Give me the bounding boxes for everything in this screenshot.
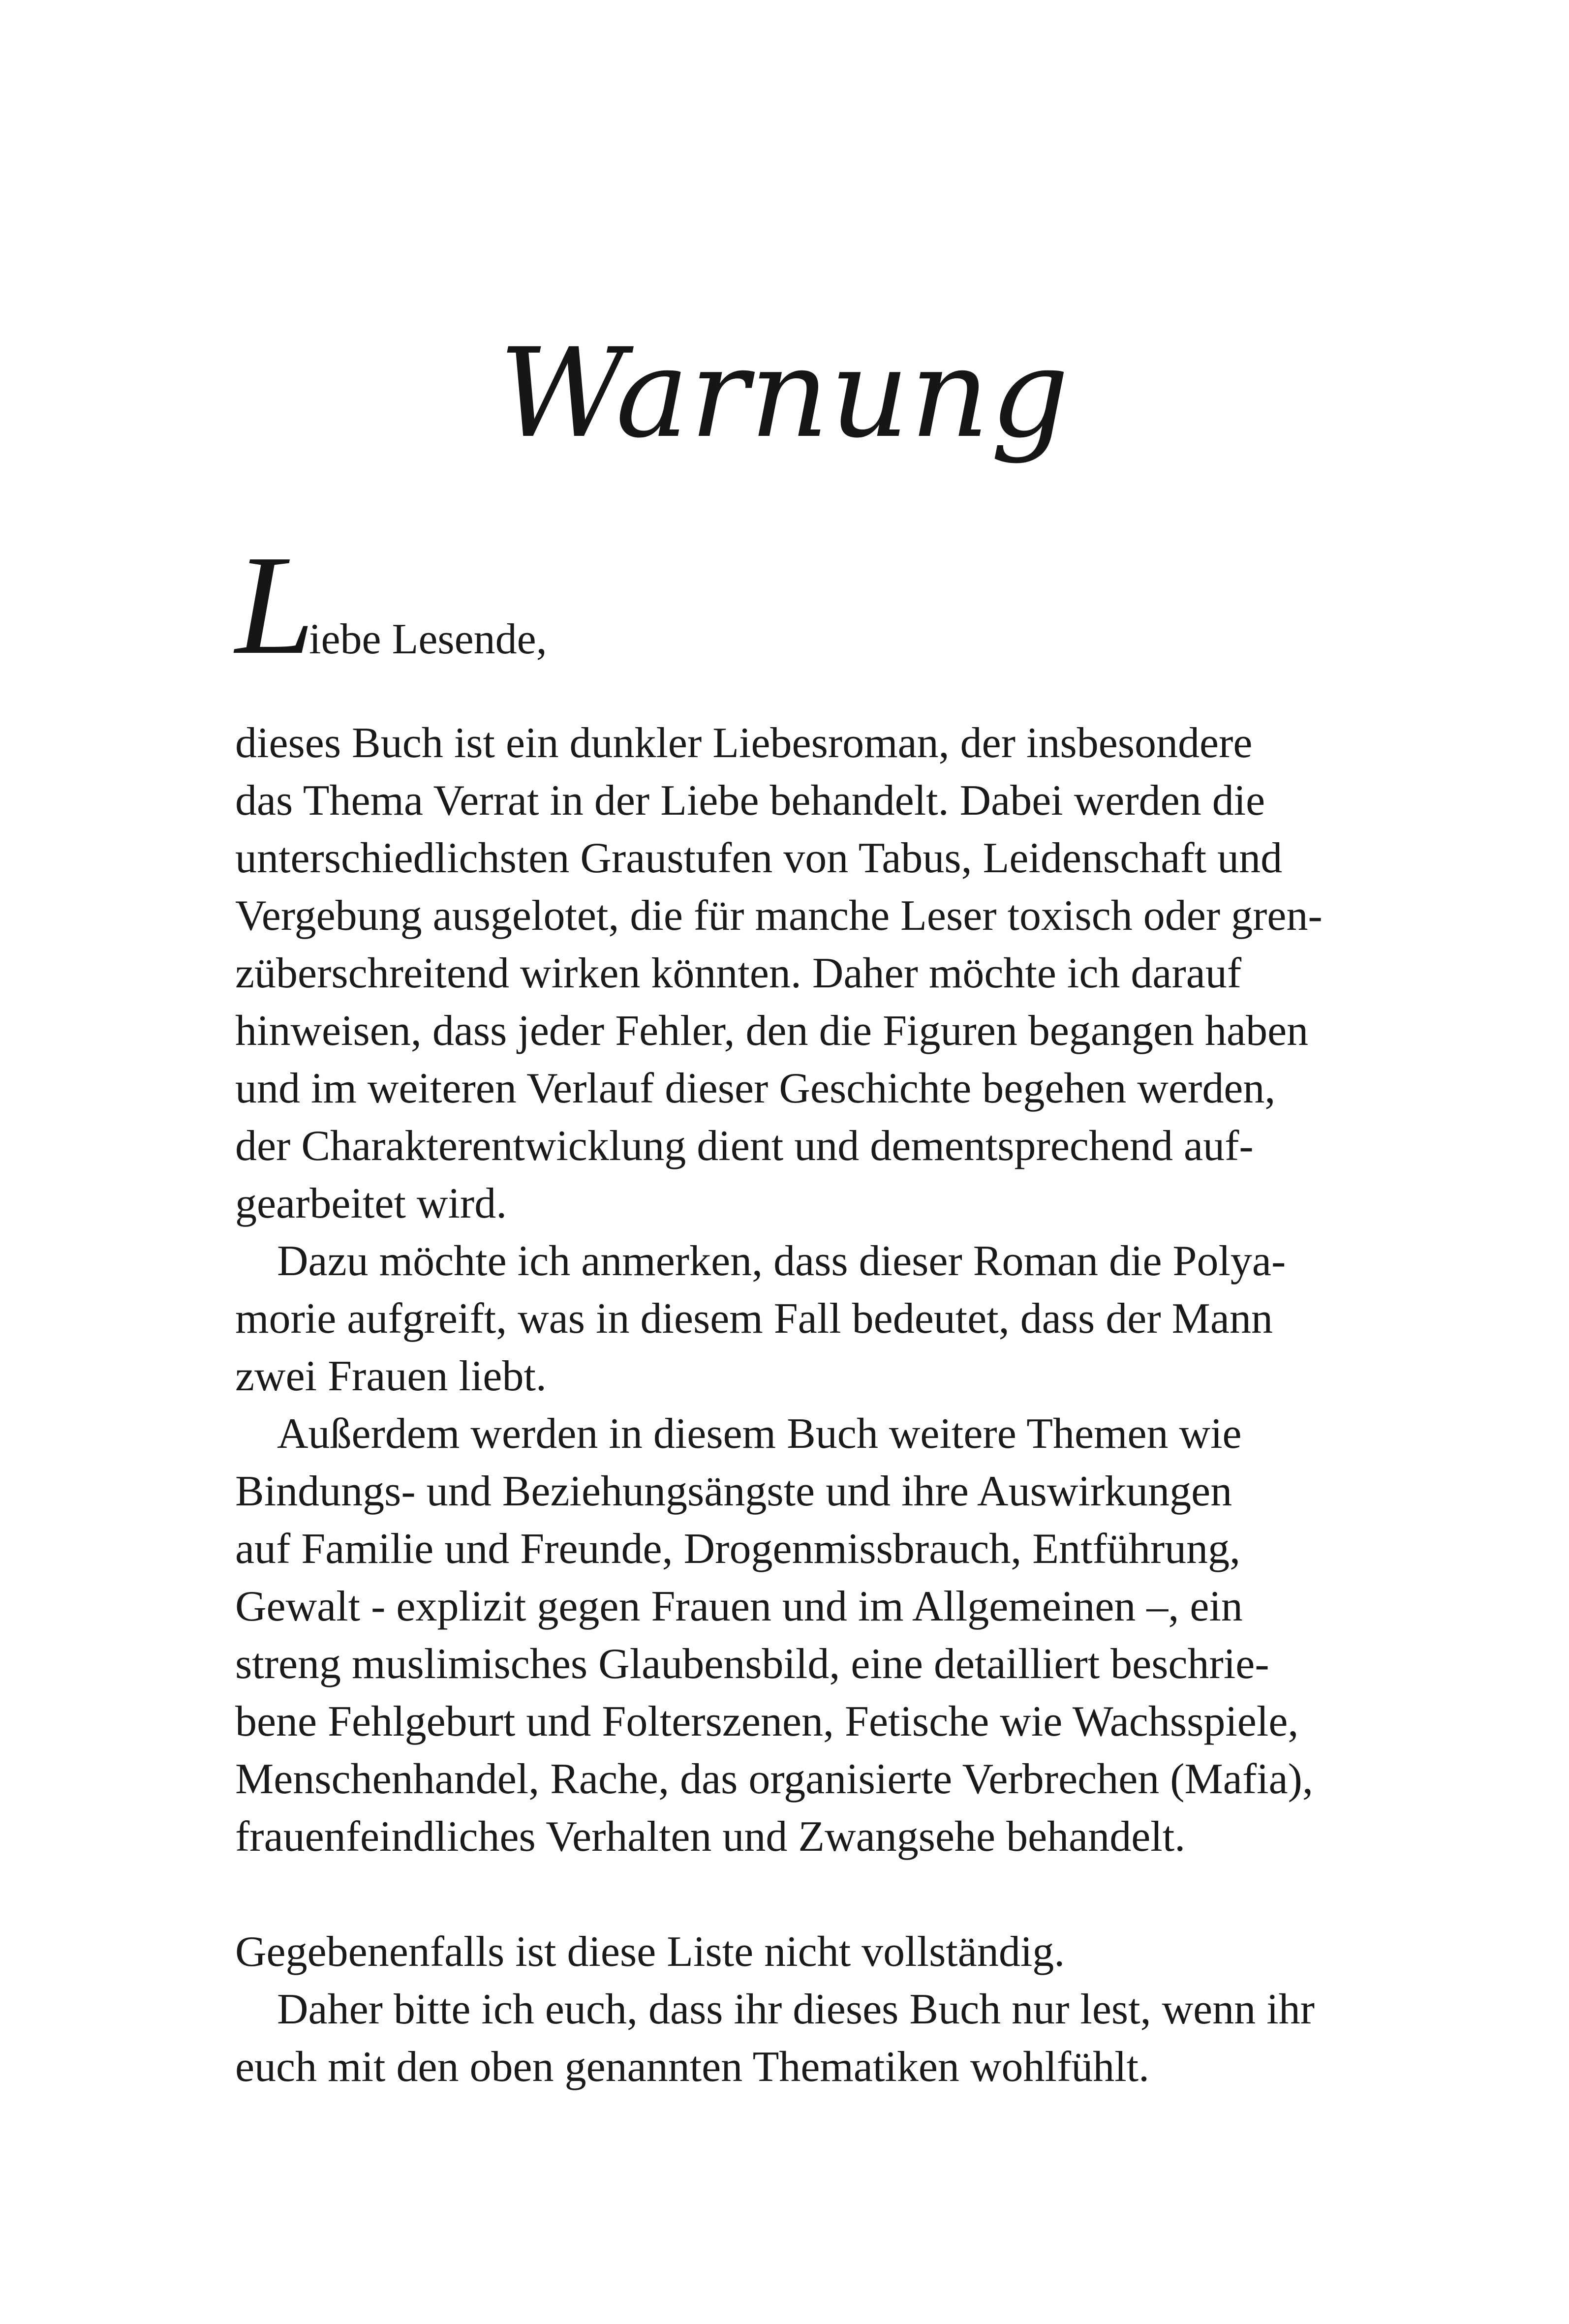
text-line: morie aufgreift, was in diesem Fall bedeutet, dass der Mann xyxy=(235,1295,1273,1343)
text-line: Gegebenenfalls ist diese Liste nicht vollständig. xyxy=(235,1928,1065,1976)
text-line: gearbeitet wird. xyxy=(235,1180,507,1227)
paragraph xyxy=(235,1981,1315,2096)
text-line: unterschiedlichsten Graustufen von Tabus, Leidenschaft und xyxy=(235,834,1283,882)
text-line: auf Familie und Freunde, Drogenmissbrauch, Entführung, xyxy=(235,1525,1241,1573)
drop-cap: L xyxy=(235,526,315,684)
text-line: und im weiteren Verlauf dieser Geschichte begehen werden, xyxy=(235,1065,1276,1112)
text-line: hinweisen, dass jeder Fehler, den die Figuren begangen haben xyxy=(235,1007,1309,1055)
text-line: euch mit den oben genannten Thematiken wohlfühlt. xyxy=(235,2043,1150,2091)
text-line: züberschreitend wirken könnten. Daher möchte ich darauf xyxy=(235,949,1242,997)
text-line: der Charakterentwicklung dient und dementsprechend auf- xyxy=(235,1122,1254,1170)
text-line: streng muslimisches Glaubensbild, eine detailliert beschrie- xyxy=(235,1640,1269,1688)
text-line: bene Fehlgeburt und Folterszenen, Fetische wie Wachsspiele, xyxy=(235,1698,1299,1745)
text-line: Außerdem werden in diesem Buch weitere Themen wie xyxy=(277,1410,1242,1458)
paragraph xyxy=(235,1923,1231,1981)
paragraph xyxy=(235,714,1323,1232)
text-line: dieses Buch ist ein dunkler Liebesroman, der insbesondere xyxy=(235,719,1253,767)
salutation-text: iebe Lesende, xyxy=(309,615,547,663)
chapter-title: Warnung xyxy=(499,322,1070,465)
paragraph xyxy=(235,1405,1313,1865)
text-line: zwei Frauen liebt. xyxy=(235,1352,547,1400)
salutation xyxy=(235,526,1367,684)
paragraph-gap xyxy=(235,1865,1231,1923)
text-line: Gewalt - explizit gegen Frauen und im Allgemeinen –, ein xyxy=(235,1583,1243,1630)
text-line: Daher bitte ich euch, dass ihr dieses Buch nur lest, wenn ihr xyxy=(277,1986,1315,2033)
text-line: Menschenhandel, Rache, das organisierte Verbrechen (Mafia), xyxy=(235,1755,1313,1803)
text-line: frauenfeindliches Verhalten und Zwangsehe behandelt. xyxy=(235,1813,1186,1861)
body-text xyxy=(235,714,1323,2096)
text-line: Dazu möchte ich anmerken, dass dieser Roman die Polya- xyxy=(277,1237,1286,1285)
text-line: das Thema Verrat in der Liebe behandelt. Dabei werden die xyxy=(235,777,1265,825)
text-line: Bindungs- und Beziehungsängste und ihre Auswirkungen xyxy=(235,1468,1232,1515)
text-line: Vergebung ausgelotet, die für manche Leser toxisch oder gren- xyxy=(235,892,1323,940)
paragraph xyxy=(235,1232,1286,1405)
